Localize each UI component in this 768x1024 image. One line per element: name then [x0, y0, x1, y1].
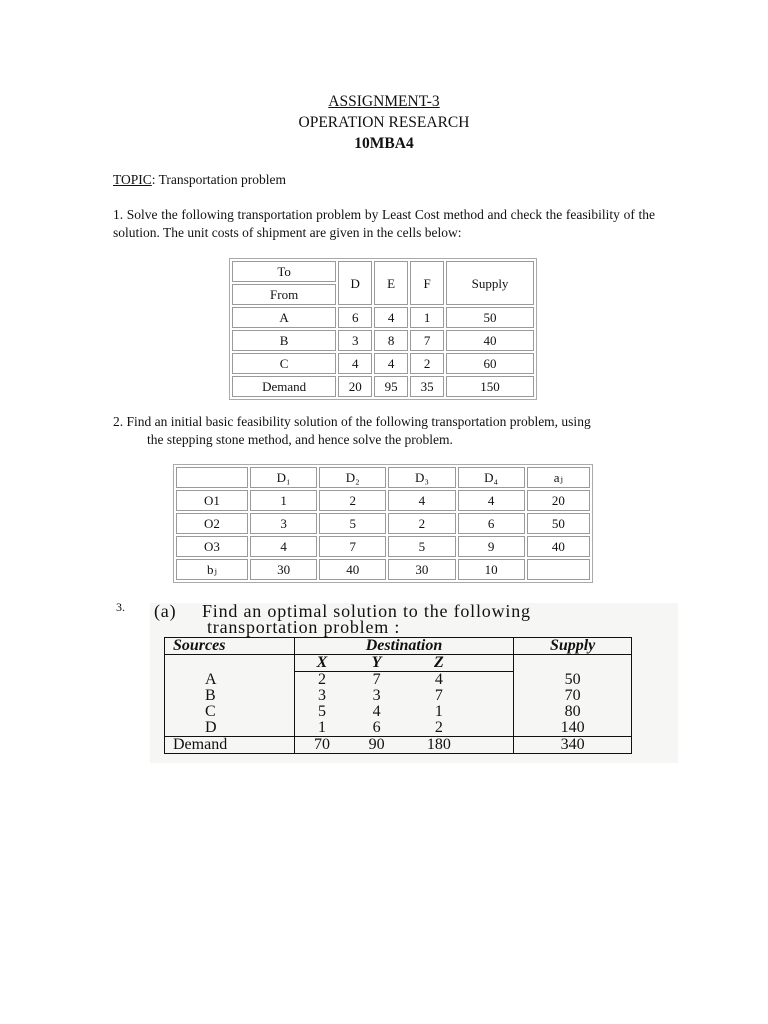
table-cell: 50 [446, 307, 534, 328]
table-cell: 6 [338, 307, 372, 328]
table-cell: 4 [434, 671, 443, 688]
table-cell: 4 [388, 490, 455, 511]
from-header: From [232, 284, 336, 305]
table-cell: 40 [446, 330, 534, 351]
table-cell: 6 [372, 719, 381, 736]
empty-cell [474, 672, 514, 689]
table-cell: 7 [372, 671, 381, 688]
table-cell: 2 [388, 513, 455, 534]
empty-cell [514, 655, 632, 672]
col-header: D₂ [319, 467, 386, 488]
col-header: D₄ [458, 467, 525, 488]
corner-cell [176, 467, 248, 488]
table-cell: 30 [388, 559, 455, 580]
col-header: D [338, 261, 372, 305]
table-cell: 6 [458, 513, 525, 534]
table-subheader-row [165, 655, 632, 672]
question-2-text [113, 413, 655, 448]
row-header: A [232, 307, 336, 328]
table-cell: 3 [317, 687, 326, 704]
empty-cell [474, 737, 514, 754]
table-cell: 1 [410, 307, 444, 328]
table-cell: 4 [458, 490, 525, 511]
sources-header: Sources [165, 638, 295, 655]
supply-cell: 80 [514, 704, 632, 720]
row-header: O2 [176, 513, 248, 534]
table-row [165, 720, 632, 737]
row-header: A [165, 672, 295, 689]
table-cell: 60 [446, 353, 534, 374]
table-cell [527, 559, 590, 580]
table-row [176, 490, 590, 511]
table-cell: 40 [527, 536, 590, 557]
question-3-title-line2: transportation problem : [207, 617, 401, 637]
table-cell: 70 [294, 737, 349, 754]
col-header: D₃ [388, 467, 455, 488]
row-header: O3 [176, 536, 248, 557]
empty-cell [474, 704, 514, 720]
table-cell: 10 [458, 559, 525, 580]
question-3-title-line1: Find an optimal solution to the following [202, 601, 531, 621]
table-cell: 7 [410, 330, 444, 351]
cost-table-3 [164, 637, 632, 754]
table-cell: 30 [250, 559, 317, 580]
cost-table-1 [229, 258, 537, 400]
table-cell: 4 [338, 353, 372, 374]
table-cell: 20 [338, 376, 372, 397]
table-cell: 8 [374, 330, 408, 351]
col-header: Supply [446, 261, 534, 305]
table-row [176, 536, 590, 557]
table-cell: 95 [374, 376, 408, 397]
table-cell: 4 [372, 703, 381, 720]
col-header: D₁ [250, 467, 317, 488]
table-row [232, 330, 534, 351]
table-header-row [165, 638, 632, 655]
topic-line [113, 172, 286, 188]
empty-cell [165, 655, 295, 672]
col-header: F [410, 261, 444, 305]
table-cell: 4 [374, 307, 408, 328]
table-row [232, 307, 534, 328]
table-cell: 90 [349, 737, 404, 754]
table-cell: 9 [458, 536, 525, 557]
table-row [165, 688, 632, 704]
col-header: Y [349, 655, 404, 672]
table-cell: 2 [434, 719, 443, 736]
to-header: To [232, 261, 336, 282]
table-cell: 35 [410, 376, 444, 397]
table-cell: 7 [434, 687, 443, 704]
assignment-header [0, 91, 768, 154]
table-cell: 1 [434, 703, 443, 720]
table-cell: 50 [527, 513, 590, 534]
supply-cell: 50 [514, 672, 632, 689]
table-cell: 3 [338, 330, 372, 351]
question-3-title [154, 603, 531, 635]
table-row [232, 376, 534, 397]
table-header-row [176, 467, 590, 488]
destination-header: Destination [294, 638, 513, 655]
question-2-line1: 2. Find an initial basic feasibility solution of the following transportation problem, using [113, 414, 591, 429]
table-cell: 40 [319, 559, 386, 580]
assignment-title: ASSIGNMENT-3 [328, 93, 440, 110]
topic-text: : Transportation problem [151, 172, 287, 187]
question-3-part: (a) [154, 601, 177, 621]
table-row [165, 704, 632, 720]
question-1-text: 1. Solve the following transportation problem by Least Cost method and check the feasibility of the solution. The unit costs of shipment are given in the cells below: [113, 207, 655, 240]
table-cell: 4 [374, 353, 408, 374]
table-cell: 180 [404, 737, 474, 754]
demand-row [165, 737, 632, 754]
row-header: C [232, 353, 336, 374]
col-header: E [374, 261, 408, 305]
table-cell: 1 [250, 490, 317, 511]
table-cell: 2 [410, 353, 444, 374]
empty-cell [474, 655, 514, 672]
row-header: Demand [165, 737, 295, 754]
col-header: X [294, 655, 349, 672]
col-header: Z [404, 655, 474, 672]
table-row [232, 353, 534, 374]
table-cell: 150 [446, 376, 534, 397]
topic-label: TOPIC [113, 172, 152, 187]
row-header: B [232, 330, 336, 351]
course-code: 10MBA4 [354, 135, 414, 152]
col-header: aⱼ [527, 467, 590, 488]
empty-cell [474, 720, 514, 737]
subject-title: OPERATION RESEARCH [298, 114, 470, 131]
table-cell: 3 [250, 513, 317, 534]
table-cell: 5 [388, 536, 455, 557]
table-cell: 1 [317, 719, 326, 736]
supply-cell: 140 [514, 720, 632, 737]
row-header: B [165, 688, 295, 704]
table-row [176, 559, 590, 580]
row-header: O1 [176, 490, 248, 511]
total-cell: 340 [514, 737, 632, 754]
table-cell: 3 [372, 687, 381, 704]
table-cell: 5 [319, 513, 386, 534]
table-cell: 2 [319, 490, 386, 511]
empty-cell [474, 688, 514, 704]
table-cell: 5 [317, 703, 326, 720]
table-cell: 4 [250, 536, 317, 557]
question-3-scan [150, 603, 678, 763]
row-header: D [165, 720, 295, 737]
table-cell: 20 [527, 490, 590, 511]
row-header: bⱼ [176, 559, 248, 580]
supply-cell: 70 [514, 688, 632, 704]
row-header: Demand [232, 376, 336, 397]
question-3-number: 3. [116, 600, 125, 614]
table-cell: 7 [319, 536, 386, 557]
supply-header: Supply [514, 638, 632, 655]
cost-table-2 [173, 464, 593, 583]
table-row [176, 513, 590, 534]
table-row [165, 672, 632, 689]
row-header: C [165, 704, 295, 720]
table-cell: 2 [317, 671, 326, 688]
question-2-line2: the stepping stone method, and hence solve the problem. [147, 431, 453, 447]
